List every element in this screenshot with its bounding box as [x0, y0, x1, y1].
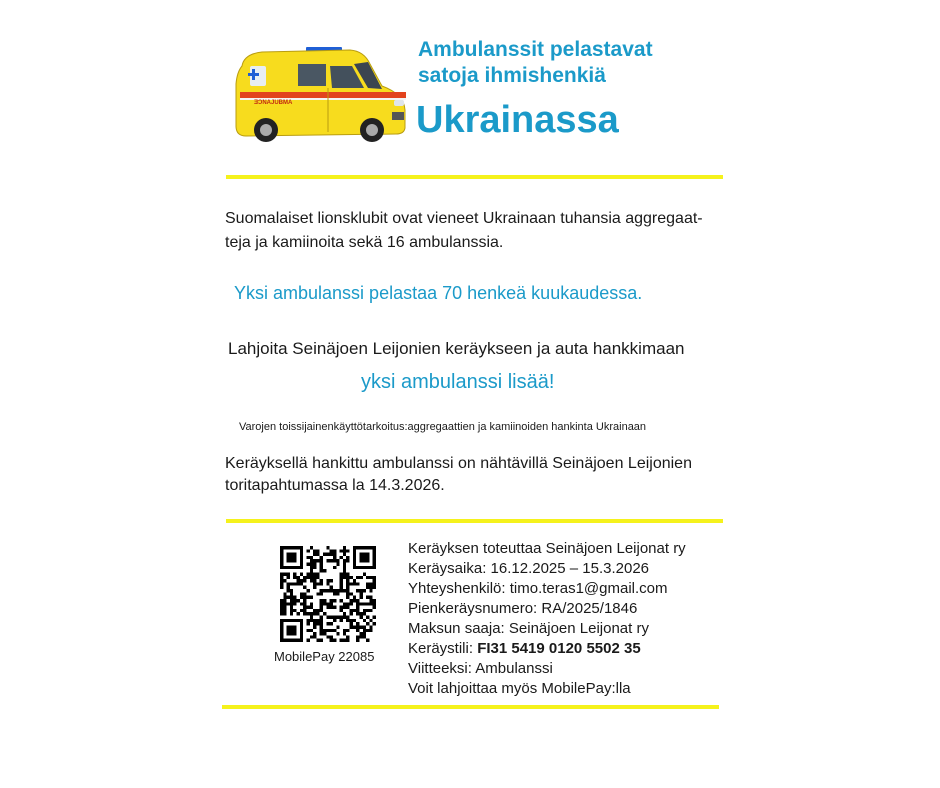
- payee-line: Maksun saaja: Seinäjoen Leijonat ry: [408, 620, 649, 637]
- qr-code-image: [280, 546, 376, 642]
- secondary-purpose-note: Varojen toissijainenkäyttötarkoitus:aggregaattien ja kamiinoiden hankinta Ukrainaan: [239, 421, 647, 433]
- event-paragraph: Keräyksellä hankittu ambulanssi on nähtävillä Seinäjoen Leijonien toritapahtumassa la 14.3.2026.: [225, 455, 692, 494]
- mobilepay-note-line: Voit lahjoittaa myös MobilePay:lla: [408, 680, 631, 697]
- divider-top: [226, 175, 723, 179]
- ambulance-van-image: [232, 44, 408, 146]
- divider-middle: [226, 519, 723, 523]
- organizer-line: Keräyksen toteuttaa Seinäjoen Leijonat ry: [408, 540, 686, 557]
- collection-info: [408, 539, 686, 699]
- account-label: Keräystili:: [408, 640, 478, 657]
- intro-paragraph: Suomalaiset lionsklubit ovat vieneet Ukrainaan tuhansia aggregaat-teja ja kamiinoita sekä 16 ambulanssia.: [225, 210, 703, 251]
- divider-bottom: [222, 705, 719, 709]
- highlight-one-more-ambulance: yksi ambulanssi lisää!: [361, 371, 555, 393]
- reference-line: Viitteeksi: Ambulanssi: [408, 660, 553, 677]
- donate-call: Lahjoita Seinäjoen Leijonien keräykseen ja auta hankkimaan: [228, 339, 685, 358]
- period-line: Keräysaika: 16.12.2025 – 15.3.2026: [408, 560, 650, 577]
- mobilepay-label: MobilePay 22085: [274, 649, 375, 664]
- contact-line: Yhteyshenkilö: timo.teras1@gmail.com: [408, 580, 668, 597]
- headline-ukrainassa: Ukrainassa: [416, 99, 619, 141]
- highlight-70-lives: Yksi ambulanssi pelastaa 70 henkeä kuukaudessa.: [234, 283, 643, 303]
- account-number: FI31 5419 0120 5502 35: [477, 640, 641, 657]
- svg-text:ƎƆNAJUBMA: ƎƆNAJUBMA: [254, 100, 293, 106]
- account-line: [408, 639, 686, 659]
- permit-line: Pienkeräysnumero: RA/2025/1846: [408, 600, 638, 617]
- headline-line-2: satoja ihmishenkiä: [418, 64, 606, 87]
- headline-line-1: Ambulanssit pelastavat: [418, 38, 653, 61]
